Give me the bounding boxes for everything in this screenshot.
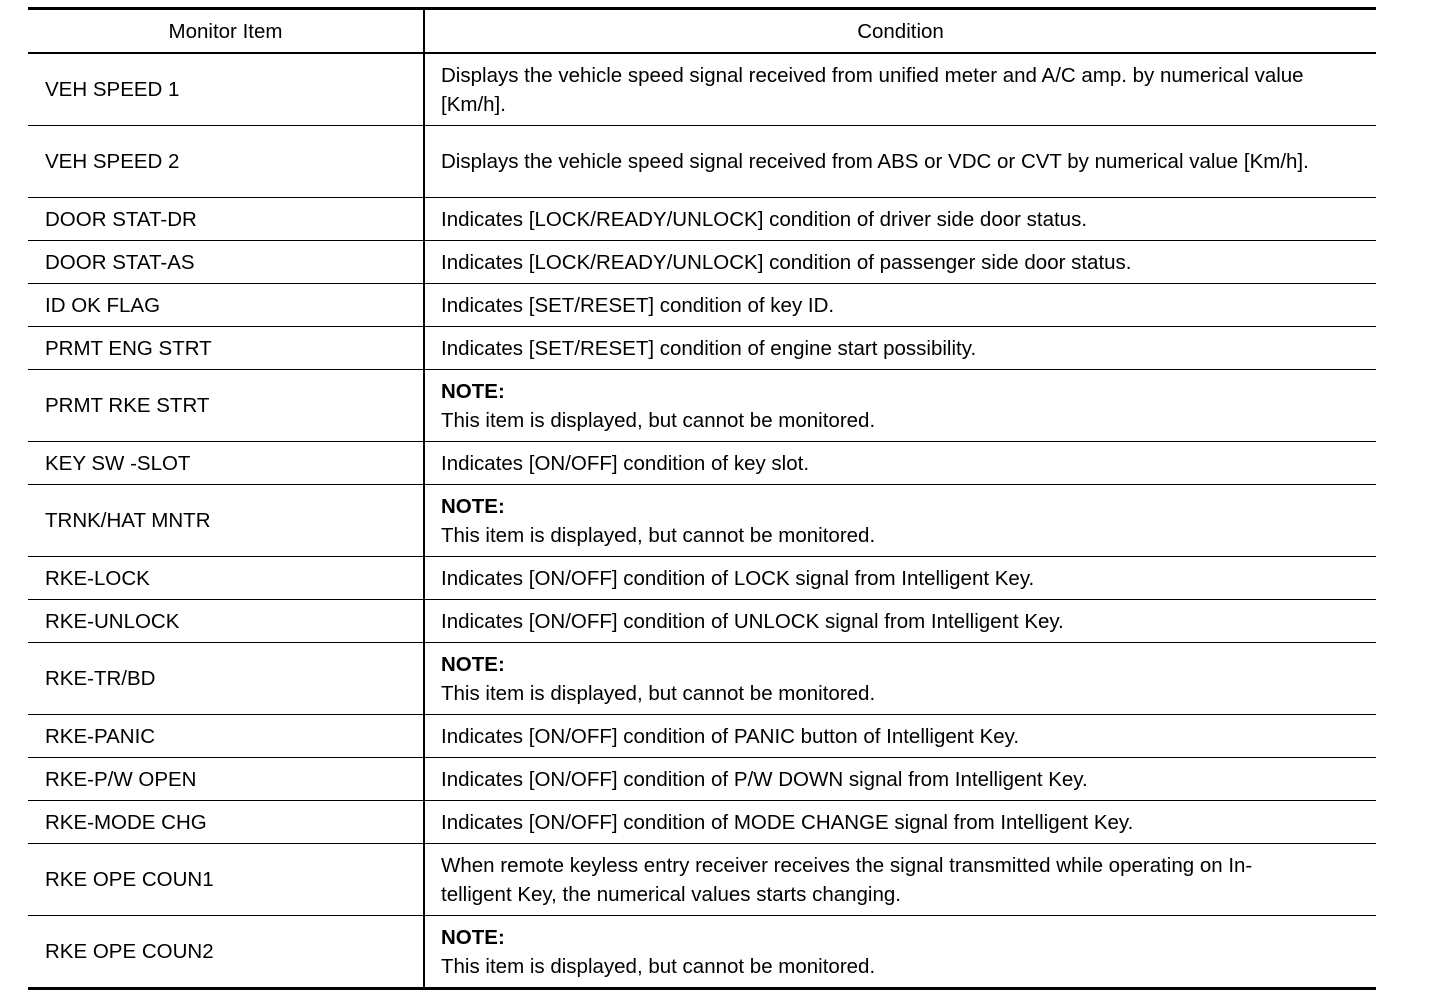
condition-cell: Displays the vehicle speed signal received from unified meter and A/C amp. by numerical value [Km/h]. [424,53,1376,126]
condition-cell [424,643,1376,715]
monitor-item-cell: RKE OPE COUN1 [28,844,424,916]
condition-cell: Indicates [LOCK/READY/UNLOCK] condition of passenger side door status. [424,241,1376,284]
note-text: This item is displayed, but cannot be monitored. [441,954,876,978]
monitor-item-cell: ID OK FLAG [28,284,424,327]
monitor-item-cell: RKE-LOCK [28,557,424,600]
condition-cell [424,844,1376,916]
condition-cell: Indicates [ON/OFF] condition of key slot. [424,442,1376,485]
table-row [28,485,1376,557]
monitor-item-cell: VEH SPEED 2 [28,126,424,198]
condition-cell: Indicates [SET/RESET] condition of engine start possibility. [424,327,1376,370]
header-row [28,10,1376,53]
note-label: NOTE: [441,652,505,676]
table-row [28,198,1376,241]
condition-cell: Indicates [SET/RESET] condition of key ID. [424,284,1376,327]
table-row [28,53,1376,126]
table-row [28,442,1376,485]
monitor-item-cell: PRMT RKE STRT [28,370,424,442]
table-row [28,643,1376,715]
monitor-item-cell: KEY SW -SLOT [28,442,424,485]
note-label: NOTE: [441,925,505,949]
note-text: This item is displayed, but cannot be monitored. [441,681,876,705]
monitor-item-cell: RKE-MODE CHG [28,801,424,844]
condition-cell: Indicates [ON/OFF] condition of PANIC button of Intelligent Key. [424,715,1376,758]
table-row [28,126,1376,198]
condition-line: telligent Key, the numerical values starts changing. [441,882,901,906]
condition-cell: Indicates [ON/OFF] condition of MODE CHANGE signal from Intelligent Key. [424,801,1376,844]
note-text: This item is displayed, but cannot be monitored. [441,408,876,432]
condition-cell: Indicates [ON/OFF] condition of P/W DOWN signal from Intelligent Key. [424,758,1376,801]
table-row [28,284,1376,327]
table-row [28,801,1376,844]
condition-cell [424,370,1376,442]
monitor-item-cell: DOOR STAT-DR [28,198,424,241]
note-label: NOTE: [441,494,505,518]
table-row [28,557,1376,600]
note-label: NOTE: [441,379,505,403]
table-row [28,758,1376,801]
header-condition: Condition [424,10,1376,53]
condition-cell: Indicates [ON/OFF] condition of LOCK signal from Intelligent Key. [424,557,1376,600]
condition-cell [424,485,1376,557]
note-text: This item is displayed, but cannot be monitored. [441,523,876,547]
condition-line: When remote keyless entry receiver receives the signal transmitted while operating on In- [441,853,1253,877]
monitor-table [28,10,1376,987]
condition-cell [424,916,1376,988]
table-row [28,844,1376,916]
monitor-item-cell: DOOR STAT-AS [28,241,424,284]
table-row [28,600,1376,643]
table-row [28,241,1376,284]
monitor-item-cell: RKE-P/W OPEN [28,758,424,801]
header-monitor-item: Monitor Item [28,10,424,53]
table-row [28,370,1376,442]
condition-cell: Displays the vehicle speed signal received from ABS or VDC or CVT by numerical value [Km/h]. [424,126,1376,198]
monitor-item-table [28,7,1376,990]
table-row [28,916,1376,988]
monitor-item-cell: RKE-TR/BD [28,643,424,715]
table-row [28,327,1376,370]
table-row [28,715,1376,758]
monitor-item-cell: RKE-PANIC [28,715,424,758]
monitor-item-cell: VEH SPEED 1 [28,53,424,126]
monitor-item-cell: RKE OPE COUN2 [28,916,424,988]
monitor-item-cell: TRNK/HAT MNTR [28,485,424,557]
monitor-item-cell: PRMT ENG STRT [28,327,424,370]
monitor-item-cell: RKE-UNLOCK [28,600,424,643]
condition-cell: Indicates [ON/OFF] condition of UNLOCK signal from Intelligent Key. [424,600,1376,643]
condition-cell: Indicates [LOCK/READY/UNLOCK] condition of driver side door status. [424,198,1376,241]
